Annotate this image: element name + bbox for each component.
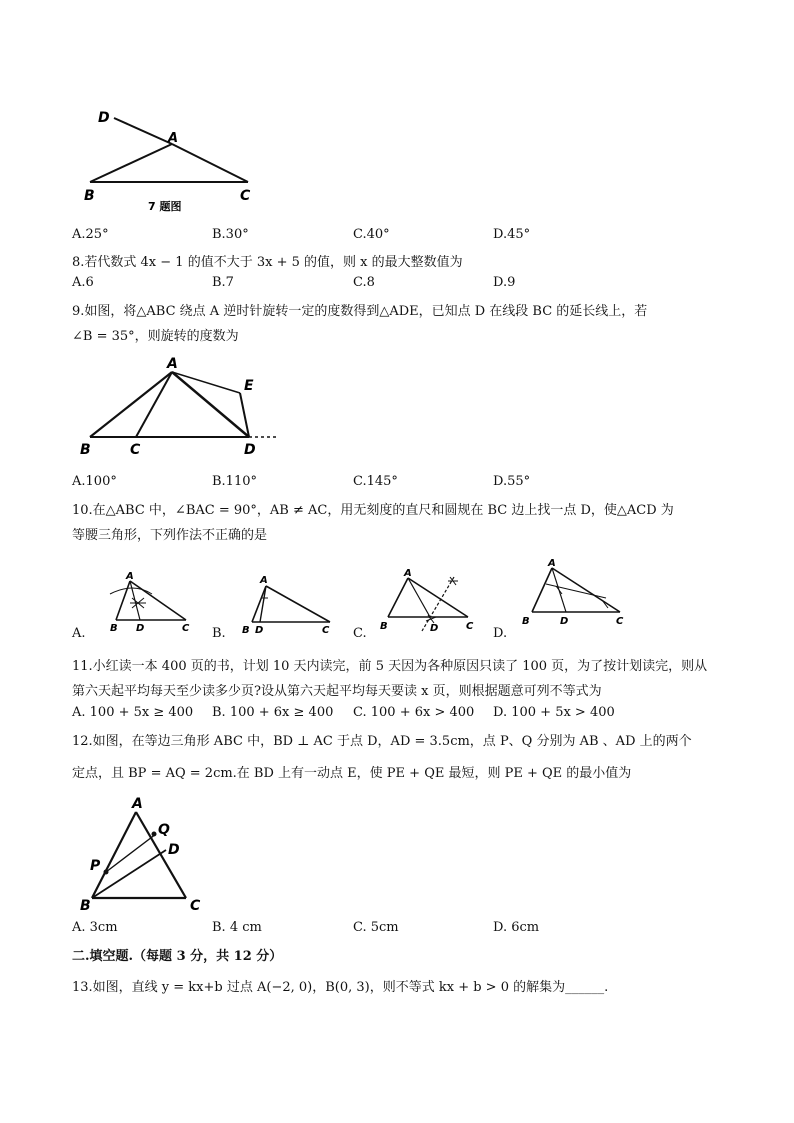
- q7-label-b: B: [84, 188, 95, 204]
- q7-option-d: D.45°: [493, 227, 531, 242]
- figure-vertex-label: B: [522, 616, 530, 627]
- q11-stem-line1: 11.小红读一本 400 页的书，计划 10 天内读完，前 5 天因为各种原因只读了 100 页，为了按计划读完，则从: [72, 659, 708, 674]
- q10-figure-a: [88, 568, 198, 638]
- q12-option-b: B. 4 cm: [212, 920, 262, 935]
- q7-option-a: A.25°: [72, 227, 109, 242]
- figure-vertex-label: C: [616, 616, 624, 627]
- q7-option-c: C.40°: [353, 227, 390, 242]
- q11-option-c: C. 100 + 6x > 400: [353, 705, 475, 720]
- figure-vertex-label: B: [242, 625, 250, 636]
- figure-vertex-label: D: [560, 616, 569, 627]
- q12-label-b: B: [80, 898, 91, 914]
- q8-option-b: B.7: [212, 275, 234, 290]
- section-heading-fill-in: 二.填空题.（每题 3 分，共 12 分）: [72, 949, 283, 964]
- figure-vertex-label: C: [466, 621, 474, 632]
- figure-vertex-label: B: [380, 621, 388, 632]
- q13-stem: 13.如图，直线 y = kx+b 过点 A(−2, 0)，B(0, 3)，则不等式 kx + b > 0 的解集为______.: [72, 980, 609, 995]
- q9-option-a: A.100°: [72, 474, 117, 489]
- q11-stem-line2: 第六天起平均每天至少读多少页?设从第六天起平均每天要读 x 页，则根据题意可列不等式为: [72, 684, 602, 699]
- q8-option-d: D.9: [493, 275, 516, 290]
- q8-option-c: C.8: [353, 275, 375, 290]
- q9-stem-line1: 9.如图，将△ABC 绕点 A 逆时针旋转一定的度数得到△ADE，已知点 D 在线段 BC 的延长线上，若: [72, 304, 648, 319]
- q10-figure-c: [372, 565, 487, 637]
- q11-option-d: D. 100 + 5x > 400: [493, 705, 615, 720]
- q10-figure-d: [516, 556, 636, 632]
- q9-option-d: D.55°: [493, 474, 531, 489]
- q12-label-p: P: [90, 858, 101, 874]
- q7-label-c: C: [240, 188, 251, 204]
- q8-stem: 8.若代数式 4x − 1 的值不大于 3x + 5 的值，则 x 的最大整数值为: [72, 255, 463, 270]
- q7-label-d: D: [98, 110, 110, 126]
- figure-vertex-label: A: [260, 575, 268, 586]
- q11-option-b: B. 100 + 6x ≥ 400: [212, 705, 334, 720]
- q10-option-b: B.: [212, 626, 226, 641]
- q12-stem-line2: 定点，且 BP = AQ = 2cm.在 BD 上有一动点 E，使 PE + QE 最短，则 PE + QE 的最小值为: [72, 766, 632, 781]
- q9-option-b: B.110°: [212, 474, 257, 489]
- q9-stem-line2: ∠B = 35°，则旋转的度数为: [72, 329, 239, 344]
- figure-vertex-label: A: [548, 558, 556, 569]
- q7-label-a: A: [168, 131, 179, 146]
- q9-label-a: A: [167, 356, 178, 372]
- q7-figure: [80, 100, 270, 220]
- q12-label-a: A: [132, 796, 143, 812]
- q10-option-d: D.: [493, 626, 508, 641]
- q9-option-c: C.145°: [353, 474, 398, 489]
- q10-figure-b: [238, 570, 338, 638]
- q9-label-c: C: [130, 442, 141, 458]
- q9-label-e: E: [244, 378, 254, 394]
- figure-vertex-label: B: [110, 623, 118, 634]
- q8-option-a: A.6: [72, 275, 94, 290]
- q10-stem-line2: 等腰三角形，下列作法不正确的是: [72, 528, 268, 543]
- q12-label-q: Q: [158, 822, 170, 838]
- q12-stem-line1: 12.如图，在等边三角形 ABC 中，BD ⊥ AC 于点 D，AD = 3.5cm，点 P、Q 分别为 AB 、AD 上的两个: [72, 734, 692, 749]
- figure-vertex-label: A: [404, 568, 412, 579]
- q12-label-c: C: [190, 898, 201, 914]
- figure-vertex-label: A: [126, 571, 134, 582]
- q10-option-a: A.: [72, 626, 86, 641]
- q11-option-a: A. 100 + 5x ≥ 400: [72, 705, 194, 720]
- figure-vertex-label: C: [322, 625, 330, 636]
- q10-option-c: C.: [353, 626, 367, 641]
- q9-label-b: B: [80, 442, 91, 458]
- q7-caption: 7 题图: [148, 200, 182, 213]
- q7-option-b: B.30°: [212, 227, 249, 242]
- q12-option-c: C. 5cm: [353, 920, 399, 935]
- figure-vertex-label: D: [430, 623, 439, 634]
- q9-label-d: D: [244, 442, 256, 458]
- q12-option-a: A. 3cm: [72, 920, 118, 935]
- figure-vertex-label: D: [255, 625, 264, 636]
- figure-vertex-label: C: [182, 623, 190, 634]
- q10-stem-line1: 10.在△ABC 中，∠BAC = 90°，AB ≠ AC，用无刻度的直尺和圆规在 BC 边上找一点 D，使△ACD 为: [72, 503, 674, 518]
- q9-figure: [72, 350, 282, 460]
- q12-label-d: D: [168, 842, 180, 858]
- figure-vertex-label: D: [136, 623, 145, 634]
- q12-option-d: D. 6cm: [493, 920, 540, 935]
- q12-figure: [78, 790, 218, 915]
